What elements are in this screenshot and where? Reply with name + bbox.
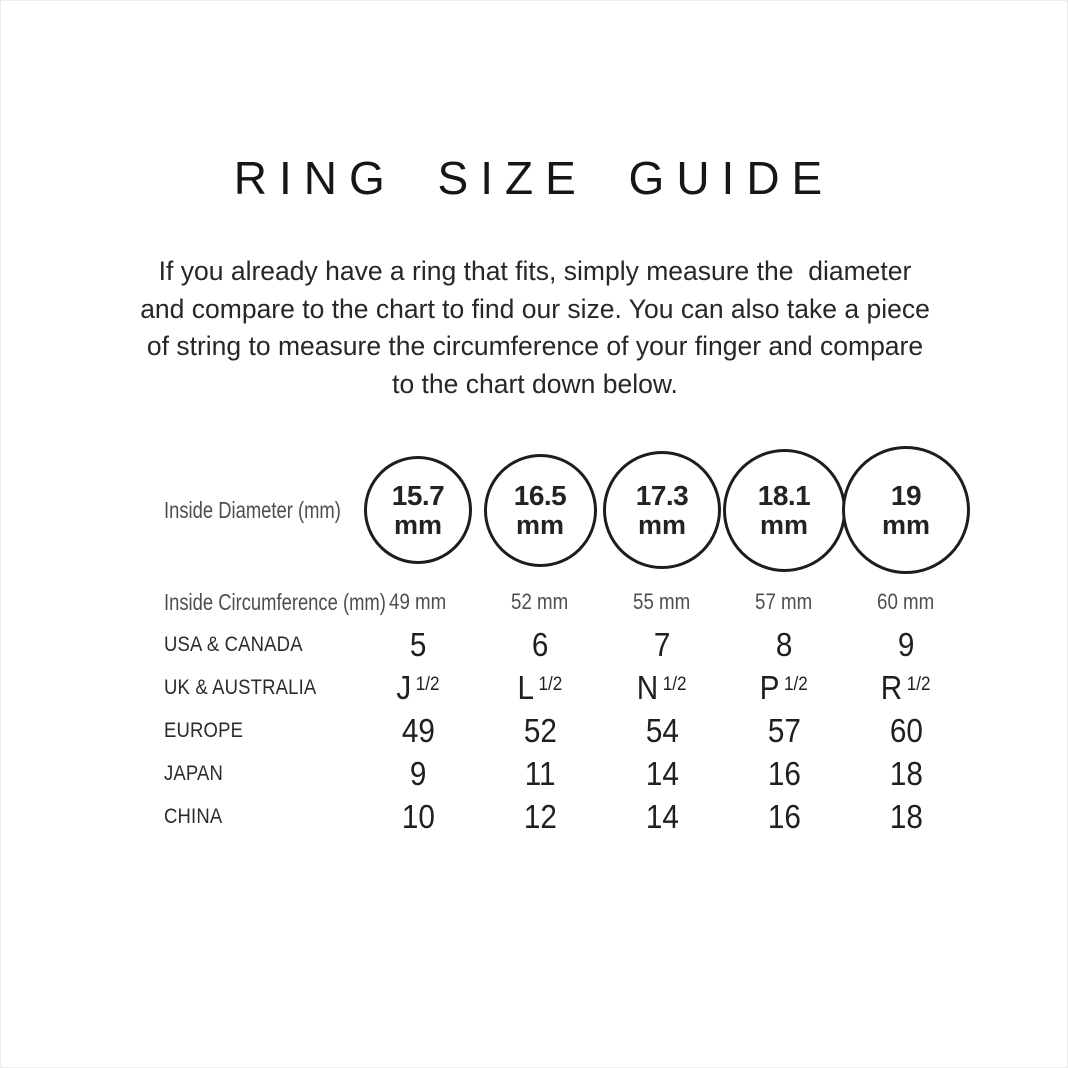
diameter-value: 16.5 xyxy=(513,479,567,511)
size-cell xyxy=(479,712,601,750)
china-row xyxy=(164,795,967,838)
size-value: 18 xyxy=(889,797,923,835)
diameter-unit: mm xyxy=(393,509,442,540)
intro-line: If you already have a ring that fits, simply measure the diameter xyxy=(158,256,912,286)
row-label-uk-australia xyxy=(164,676,357,700)
size-value: 57 xyxy=(767,711,801,749)
size-fraction: 1/2 xyxy=(538,673,563,695)
uk-size xyxy=(760,669,808,707)
row-label-china xyxy=(164,805,357,829)
size-value: 10 xyxy=(401,797,435,835)
intro-text xyxy=(105,253,965,403)
size-value: 11 xyxy=(524,754,556,792)
size-cell xyxy=(723,712,845,750)
diameter-value: 18.1 xyxy=(757,479,811,511)
size-value: 52 xyxy=(523,711,557,749)
diameter-value: 15.7 xyxy=(391,479,445,511)
diameter-cell xyxy=(357,456,479,564)
size-cell xyxy=(357,712,479,750)
size-value: 6 xyxy=(531,625,549,663)
size-value: L xyxy=(517,668,535,706)
intro-line: and compare to the chart to find our size. You can also take a piece xyxy=(140,293,930,324)
circumference-value: 55 mm xyxy=(633,589,691,614)
size-value: J xyxy=(396,668,412,706)
size-value: P xyxy=(759,668,780,706)
uk-australia-row xyxy=(164,666,967,709)
diameter-unit: mm xyxy=(759,509,808,540)
size-value: 54 xyxy=(645,711,679,749)
ring-circle-3 xyxy=(603,451,721,569)
size-value: 14 xyxy=(645,797,679,835)
size-value: 8 xyxy=(775,625,793,663)
ring-circle-4 xyxy=(723,449,846,572)
intro-line: of string to measure the circumference of your finger and compare xyxy=(146,331,924,361)
diameter-row xyxy=(164,439,967,581)
size-cell xyxy=(601,626,723,664)
size-value: 49 xyxy=(401,711,435,749)
ring-circle-2 xyxy=(484,454,597,567)
size-cell xyxy=(845,626,967,664)
size-cell xyxy=(479,755,601,793)
size-value: 16 xyxy=(767,754,801,792)
size-value: 18 xyxy=(889,754,923,792)
uk-size xyxy=(396,669,439,707)
size-cell xyxy=(601,798,723,836)
size-value: 5 xyxy=(409,625,427,663)
diameter-unit: mm xyxy=(881,509,930,540)
uk-size xyxy=(518,669,563,707)
size-fraction: 1/2 xyxy=(907,673,931,695)
circumference-cell xyxy=(845,589,967,615)
usa-canada-row xyxy=(164,623,967,666)
row-label-text: JAPAN xyxy=(164,761,224,785)
diameter-cell xyxy=(845,446,967,574)
circumference-cell xyxy=(601,589,723,615)
size-cell xyxy=(357,798,479,836)
size-cell xyxy=(723,755,845,793)
diameter-unit: mm xyxy=(515,509,564,540)
diameter-value: 19 xyxy=(890,479,922,511)
size-cell xyxy=(479,669,601,707)
size-cell xyxy=(845,712,967,750)
diameter-cell xyxy=(601,451,723,569)
size-value: 16 xyxy=(767,797,801,835)
uk-size xyxy=(637,669,687,707)
row-label-text: UK & AUSTRALIA xyxy=(164,675,317,699)
row-label-europe xyxy=(164,719,357,743)
page-title: RING SIZE GUIDE xyxy=(233,152,835,204)
size-cell xyxy=(357,626,479,664)
size-value: 9 xyxy=(897,625,915,663)
size-cell xyxy=(601,669,723,707)
size-cell xyxy=(845,755,967,793)
diameter-cell xyxy=(479,454,601,567)
circumference-value: 60 mm xyxy=(877,589,935,614)
size-value: R xyxy=(881,668,903,706)
size-cell xyxy=(723,798,845,836)
size-value: 12 xyxy=(523,797,557,835)
circumference-value: 52 mm xyxy=(511,589,569,614)
japan-row xyxy=(164,752,967,795)
size-fraction: 1/2 xyxy=(784,673,809,695)
row-label-japan xyxy=(164,762,357,786)
size-chart xyxy=(164,439,967,838)
size-fraction: 1/2 xyxy=(663,673,687,695)
europe-row xyxy=(164,709,967,752)
circumference-row xyxy=(164,581,967,623)
row-label-inside-circumference xyxy=(164,588,386,616)
size-cell xyxy=(845,798,967,836)
row-label-text: Inside Diameter (mm) xyxy=(164,496,341,523)
size-cell xyxy=(357,669,479,707)
row-label-text: USA & CANADA xyxy=(164,632,303,656)
size-cell xyxy=(601,755,723,793)
ring-circle-1 xyxy=(364,456,472,564)
size-value: N xyxy=(637,668,659,706)
circumference-cell xyxy=(479,589,601,615)
size-value: 60 xyxy=(889,711,923,749)
row-label-text: CHINA xyxy=(164,804,223,828)
size-cell xyxy=(357,755,479,793)
circumference-value: 49 mm xyxy=(389,589,447,614)
circumference-value: 57 mm xyxy=(755,589,813,614)
size-value: 14 xyxy=(645,754,679,792)
circumference-cell xyxy=(723,589,845,615)
size-value: 9 xyxy=(409,754,427,792)
row-label-text: EUROPE xyxy=(164,718,244,742)
intro-line: to the chart down below. xyxy=(392,368,678,399)
row-label-text: Inside Circumference (mm) xyxy=(164,588,386,615)
uk-size xyxy=(881,669,931,707)
size-cell xyxy=(723,626,845,664)
size-cell xyxy=(845,669,967,707)
diameter-unit: mm xyxy=(637,509,686,540)
size-fraction: 1/2 xyxy=(415,673,440,695)
size-value: 7 xyxy=(653,625,671,663)
row-label-inside-diameter xyxy=(164,497,357,524)
size-cell xyxy=(601,712,723,750)
size-cell xyxy=(479,798,601,836)
row-label-usa-canada xyxy=(164,633,357,657)
diameter-cell xyxy=(723,449,845,572)
diameter-value: 17.3 xyxy=(635,479,689,511)
ring-circle-5 xyxy=(842,446,970,574)
size-cell xyxy=(479,626,601,664)
size-cell xyxy=(723,669,845,707)
